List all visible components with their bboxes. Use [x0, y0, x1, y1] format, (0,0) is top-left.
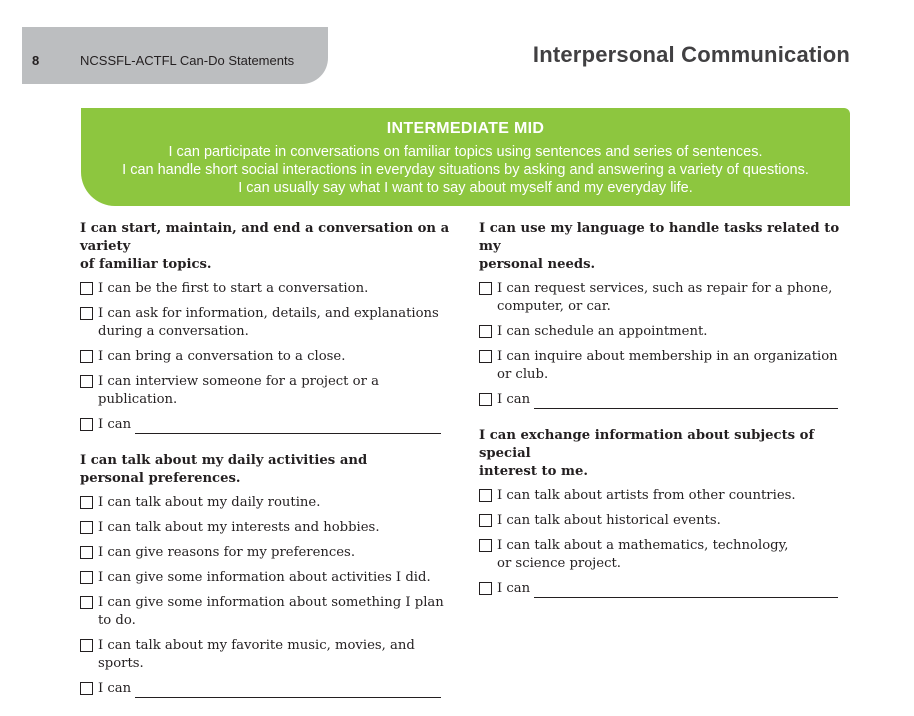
- group-title-line: I can talk about my daily activities and: [80, 453, 368, 468]
- checklist-item: [80, 680, 450, 698]
- checklist-item: [479, 280, 849, 316]
- checkbox[interactable]: [80, 350, 93, 363]
- group-title-line: of familiar topics.: [80, 257, 212, 272]
- checkbox[interactable]: [479, 325, 492, 338]
- checkbox[interactable]: [80, 521, 93, 534]
- checklist-item: [479, 391, 849, 409]
- group-title-line: I can use my language to handle tasks related to my: [479, 221, 840, 254]
- checklist-item: [80, 569, 450, 587]
- item-text: I can talk about a mathematics, technology,: [497, 538, 789, 553]
- checkbox[interactable]: [479, 514, 492, 527]
- item-text: I can inquire about membership in an organization: [497, 349, 838, 364]
- item-text-continued: or club.: [497, 367, 549, 382]
- checklist-item: [80, 519, 450, 537]
- item-text: I can talk about artists from other countries.: [497, 488, 796, 503]
- item-text: I can ask for information, details, and explanations: [98, 306, 439, 321]
- checklist-item: [80, 305, 450, 341]
- group-title-line: personal preferences.: [80, 471, 241, 486]
- group-title-line: personal needs.: [479, 257, 596, 272]
- checklist-item: [80, 637, 450, 673]
- checklist-item: [479, 323, 849, 341]
- item-text: I can: [497, 392, 531, 407]
- can-do-group: [479, 427, 849, 598]
- group-title: [479, 220, 849, 274]
- item-text: I can give some information about activities I did.: [98, 570, 431, 585]
- checkbox[interactable]: [80, 682, 93, 695]
- checklist-item: [479, 580, 849, 598]
- checklist-item: [80, 348, 450, 366]
- checklist-item: [80, 416, 450, 434]
- item-text: I can talk about historical events.: [497, 513, 721, 528]
- checklist-item: [80, 544, 450, 562]
- checklist-item: [80, 280, 450, 298]
- checkbox[interactable]: [479, 582, 492, 595]
- item-text: I can request services, such as repair for a phone,: [497, 281, 833, 296]
- group-title-line: I can start, maintain, and end a conversation on a variety: [80, 221, 450, 254]
- group-title-line: interest to me.: [479, 464, 588, 479]
- checklist-item: [80, 373, 450, 409]
- checklist-item: [80, 594, 450, 630]
- banner-line: I can participate in conversations on familiar topics using sentences and series of sentences.: [168, 144, 763, 160]
- checkbox[interactable]: [80, 546, 93, 559]
- item-text: I can: [497, 581, 531, 596]
- item-text: I can schedule an appointment.: [497, 324, 708, 339]
- group-title: [80, 452, 450, 488]
- checkbox[interactable]: [80, 307, 93, 320]
- checkbox[interactable]: [80, 571, 93, 584]
- checkbox[interactable]: [80, 282, 93, 295]
- checklist-item: [479, 537, 849, 573]
- item-text-continued: computer, or car.: [497, 299, 611, 314]
- right-column: [479, 220, 849, 616]
- checklist-item: [80, 494, 450, 512]
- banner-line: I can usually say what I want to say about myself and my everyday life.: [238, 180, 693, 196]
- item-text: I can interview someone for a project or a publication.: [98, 374, 379, 407]
- section-title: Interpersonal Communication: [532, 42, 850, 67]
- checkbox[interactable]: [80, 596, 93, 609]
- item-text: I can talk about my daily routine.: [98, 495, 321, 510]
- checkbox[interactable]: [479, 393, 492, 406]
- banner-level-heading: INTERMEDIATE MID: [386, 120, 545, 137]
- checkbox[interactable]: [80, 375, 93, 388]
- checkbox[interactable]: [479, 282, 492, 295]
- level-banner: [81, 108, 850, 206]
- item-text-continued: during a conversation.: [98, 324, 249, 339]
- item-text: I can talk about my favorite music, movies, and sports.: [98, 638, 415, 671]
- fill-in-line[interactable]: [534, 585, 838, 598]
- fill-in-line[interactable]: [534, 396, 838, 409]
- fill-in-line[interactable]: [135, 685, 441, 698]
- item-text-continued: or science project.: [497, 556, 621, 571]
- can-do-group: [479, 220, 849, 409]
- item-text: I can bring a conversation to a close.: [98, 349, 346, 364]
- banner-line: I can handle short social interactions in everyday situations by asking and answering a variety of questions.: [122, 162, 809, 178]
- page-number: 8: [32, 53, 40, 68]
- group-title-line: I can exchange information about subjects of special: [479, 428, 815, 461]
- checklist-item: [479, 348, 849, 384]
- left-column: [80, 220, 450, 716]
- fill-in-line[interactable]: [135, 421, 441, 434]
- can-do-group: [80, 220, 450, 434]
- checkbox[interactable]: [479, 539, 492, 552]
- document-title: NCSSFL-ACTFL Can-Do Statements: [80, 53, 295, 68]
- item-text: I can: [98, 417, 132, 432]
- checkbox[interactable]: [479, 489, 492, 502]
- checklist-item: [479, 512, 849, 530]
- item-text: I can give some information about something I plan to do.: [98, 595, 444, 628]
- can-do-group: [80, 452, 450, 698]
- group-title: [80, 220, 450, 274]
- checklist-item: [479, 487, 849, 505]
- item-text: I can talk about my interests and hobbies.: [98, 520, 380, 535]
- checkbox[interactable]: [479, 350, 492, 363]
- banner-description: [81, 143, 850, 197]
- checkbox[interactable]: [80, 418, 93, 431]
- group-title: [479, 427, 849, 481]
- item-text: I can: [98, 681, 132, 696]
- item-text: I can give reasons for my preferences.: [98, 545, 356, 560]
- item-text: I can be the first to start a conversation.: [98, 281, 369, 296]
- checkbox[interactable]: [80, 496, 93, 509]
